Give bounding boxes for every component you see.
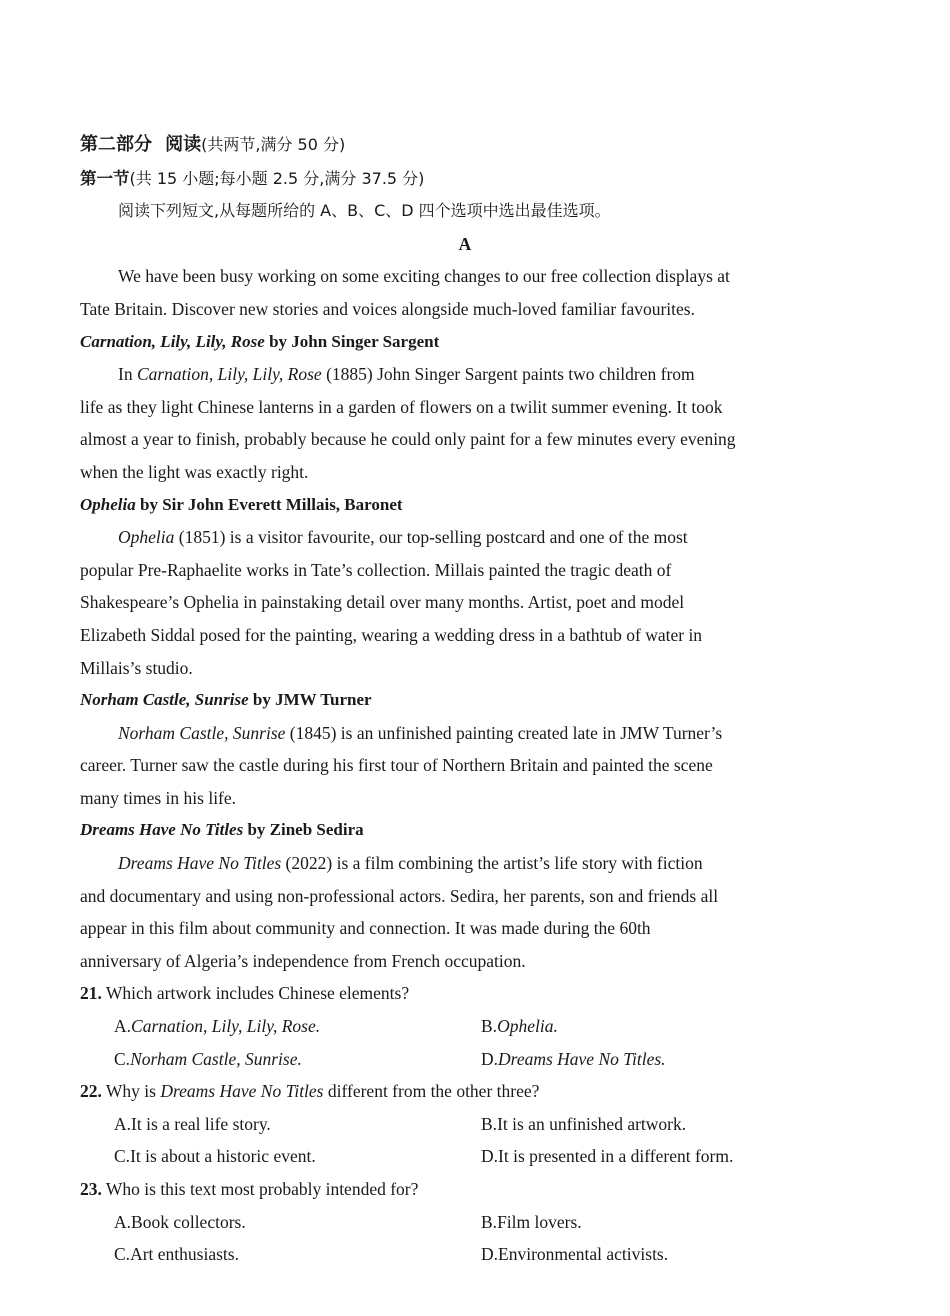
line-text: In — [118, 364, 137, 385]
option-row — [80, 1206, 850, 1239]
option-label: B. — [481, 1016, 498, 1037]
option-label: D. — [481, 1146, 499, 1167]
passage-label: A — [458, 233, 472, 254]
part-subtitle: 阅读 — [165, 134, 202, 155]
answer-option[interactable] — [481, 1010, 848, 1043]
question-text — [106, 1075, 540, 1108]
question-stem — [80, 1075, 850, 1108]
line-text: when the light was exactly right. — [80, 461, 309, 482]
option-row — [80, 1140, 850, 1173]
question-text: Which artwork includes Chinese elements? — [105, 983, 410, 1004]
artwork-artist: by John Singer Sargent — [269, 331, 440, 351]
exam-page — [80, 128, 850, 1271]
question-stem — [80, 977, 850, 1010]
line-italic: Carnation, Lily, Lily, Rose — [136, 364, 322, 385]
option-label: D. — [481, 1244, 499, 1265]
line-text: and documentary and using non-professional actors. Sedira, her parents, son and friends all — [80, 885, 719, 906]
answer-option[interactable] — [481, 1108, 848, 1141]
question-text: Who is this text most probably intended for? — [105, 1179, 419, 1199]
artwork-title: Dreams Have No Titles — [80, 820, 244, 840]
line-text: popular Pre-Raphaelite works in Tate’s collection. Millais painted the tragic death of — [80, 559, 672, 580]
line-text-after: (1851) is a visitor favourite, our top-selling postcard and one of the most — [174, 527, 688, 548]
line-italic: Ophelia — [118, 527, 175, 548]
artwork-paragraph-line — [80, 945, 850, 978]
option-text: Carnation, Lily, Lily, Rose. — [131, 1016, 321, 1037]
artwork-artist: by Sir John Everett Millais, Baronet — [139, 494, 403, 514]
part-note: (共两节,满分 50 分) — [201, 135, 346, 154]
artwork-paragraph-line — [80, 358, 850, 391]
artwork-paragraph-line — [80, 782, 850, 815]
line-text: appear in this film about community and connection. It was made during the 60th — [80, 918, 651, 939]
option-label: C. — [114, 1048, 131, 1069]
line-text: Shakespeare’s Ophelia in painstaking detail over many months. Artist, poet and model — [80, 592, 685, 613]
option-text: Film lovers. — [497, 1211, 582, 1232]
option-text: It is about a historic event. — [130, 1146, 316, 1167]
option-row — [80, 1010, 850, 1043]
option-text: It is presented in a different form. — [498, 1146, 734, 1167]
artwork-paragraph-line — [80, 847, 850, 880]
answer-option[interactable] — [114, 1010, 481, 1043]
answer-option[interactable] — [481, 1140, 848, 1173]
artwork-title-line — [80, 684, 850, 717]
line-text: almost a year to finish, probably because he could only paint for a few minutes every evening — [80, 429, 736, 450]
artwork-paragraph-line — [80, 749, 850, 782]
section-heading — [80, 162, 850, 196]
option-label: C. — [114, 1244, 131, 1265]
answer-option[interactable] — [114, 1108, 481, 1141]
line-text: anniversary of Algeria’s independence from French occupation. — [80, 950, 526, 971]
part-heading — [80, 128, 850, 162]
option-text: Norham Castle, Sunrise. — [130, 1048, 302, 1069]
option-text: Dreams Have No Titles. — [498, 1048, 666, 1069]
line-text: Elizabeth Siddal posed for the painting, wearing a wedding dress in a bathtub of water in — [80, 624, 703, 645]
line-text-after: (1845) is an unfinished painting created late in JMW Turner’s — [285, 722, 723, 743]
question-number: 22. — [80, 1081, 102, 1102]
artwork-title: Norham Castle, Sunrise — [80, 690, 249, 710]
artwork-title: Carnation, Lily, Lily, Rose — [80, 331, 265, 351]
question-text-pre: Why is — [105, 1081, 161, 1102]
artwork-title-line — [80, 489, 850, 522]
option-text: It is an unfinished artwork. — [497, 1113, 687, 1134]
line-text: many times in his life. — [80, 787, 237, 808]
option-row — [80, 1238, 850, 1271]
artwork-list — [80, 326, 850, 978]
section-title: 第一节 — [80, 168, 130, 188]
question-text-italic: Dreams Have No Titles — [160, 1081, 324, 1102]
option-label: A. — [114, 1113, 132, 1134]
artwork-paragraph-line — [80, 619, 850, 652]
artwork-artist: by Zineb Sedira — [247, 820, 364, 840]
artwork-paragraph-line — [80, 586, 850, 619]
artwork-paragraph-line — [80, 521, 850, 554]
line-italic: Norham Castle, Sunrise — [118, 722, 286, 743]
option-label: B. — [481, 1211, 498, 1232]
artwork-paragraph-line — [80, 456, 850, 489]
question-list — [80, 977, 850, 1270]
artwork-paragraph-line — [80, 554, 850, 587]
artwork-paragraph-line — [80, 912, 850, 945]
option-text: Book collectors. — [131, 1211, 246, 1232]
artwork-paragraph-line — [80, 880, 850, 913]
intro-line-2: Tate Britain. Discover new stories and voices alongside much-loved familiar favourites. — [80, 298, 695, 319]
option-text: Environmental activists. — [498, 1244, 669, 1265]
question-text-post: different from the other three? — [323, 1081, 540, 1102]
answer-option[interactable] — [481, 1206, 848, 1239]
instructions: 阅读下列短文,从每题所给的 A、B、C、D 四个选项中选出最佳选项。 — [118, 201, 611, 221]
option-label: A. — [114, 1211, 132, 1232]
artwork-paragraph-line — [80, 717, 850, 750]
artwork-paragraph-line — [80, 391, 850, 424]
question-number: 23. — [80, 1179, 102, 1199]
answer-option[interactable] — [114, 1043, 481, 1076]
option-label: A. — [114, 1016, 132, 1037]
artwork-paragraph-line — [80, 423, 850, 456]
line-italic: Dreams Have No Titles — [118, 853, 282, 874]
answer-option[interactable] — [114, 1140, 481, 1173]
option-text: It is a real life story. — [131, 1113, 271, 1134]
question-number: 21. — [80, 983, 102, 1004]
artwork-title-line — [80, 814, 850, 847]
answer-option[interactable] — [114, 1238, 481, 1271]
option-row — [80, 1043, 850, 1076]
artwork-title-line — [80, 326, 850, 359]
part-title: 第二部分 — [80, 134, 152, 155]
option-text: Ophelia. — [497, 1016, 558, 1037]
line-text: Millais’s studio. — [80, 657, 193, 678]
question-stem — [80, 1173, 850, 1206]
option-row — [80, 1108, 850, 1141]
section-note: (共 15 小题;每小题 2.5 分,满分 37.5 分) — [129, 168, 425, 188]
line-text-after: (1885) John Singer Sargent paints two children from — [321, 364, 695, 385]
artwork-title: Ophelia — [80, 494, 136, 514]
artwork-artist: by JMW Turner — [252, 690, 372, 710]
line-text-after: (2022) is a film combining the artist’s life story with fiction — [281, 853, 703, 874]
option-label: B. — [481, 1113, 498, 1134]
line-text: career. Turner saw the castle during his first tour of Northern Britain and painted the scene — [80, 755, 713, 776]
answer-option[interactable] — [481, 1238, 848, 1271]
answer-option[interactable] — [481, 1043, 848, 1076]
intro-line-1: We have been busy working on some exciting changes to our free collection displays at — [118, 266, 730, 287]
artwork-paragraph-line — [80, 652, 850, 685]
option-label: D. — [481, 1048, 499, 1069]
line-text: life as they light Chinese lanterns in a garden of flowers on a twilit summer evening. It took — [80, 396, 723, 417]
option-text: Art enthusiasts. — [130, 1244, 239, 1265]
option-label: C. — [114, 1146, 131, 1167]
answer-option[interactable] — [114, 1206, 481, 1239]
